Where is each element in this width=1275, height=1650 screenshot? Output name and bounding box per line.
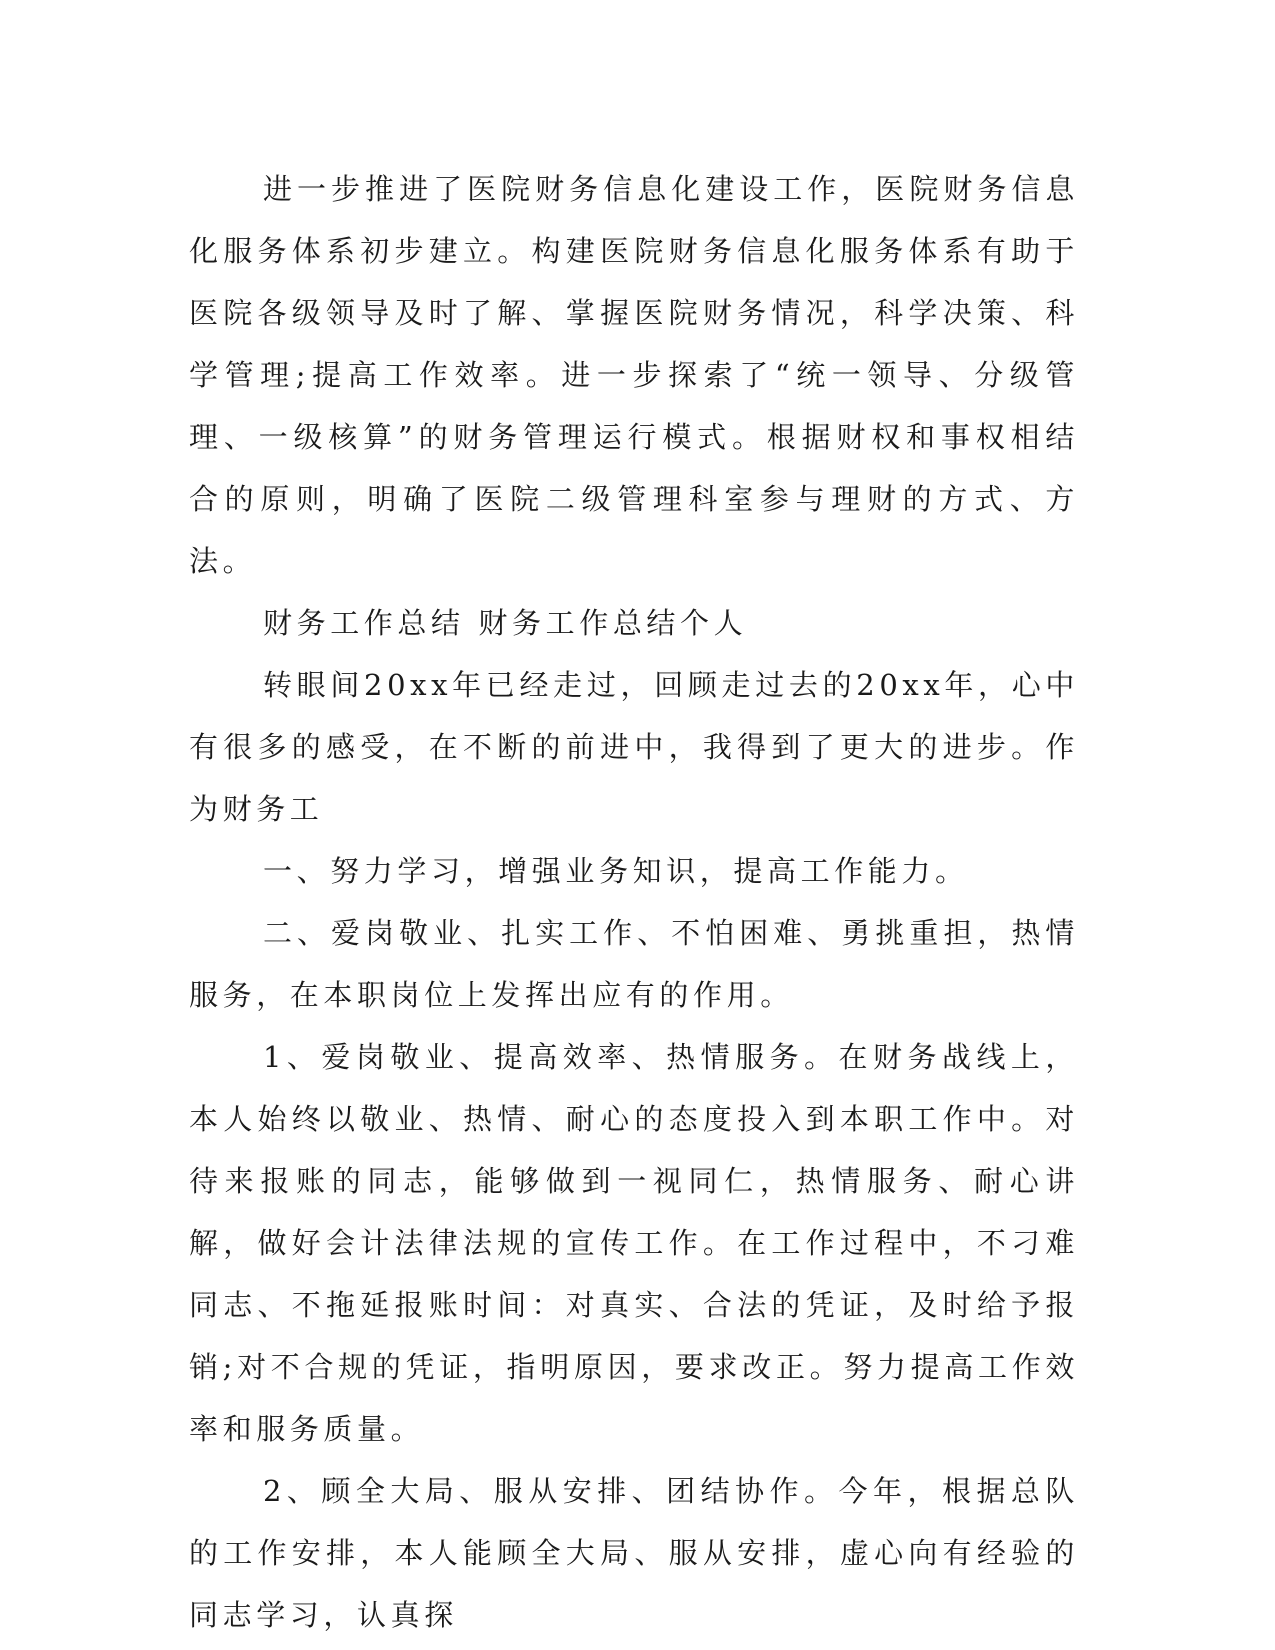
point-one-study: 一、努力学习，增强业务知识，提高工作能力。 [263,854,969,888]
document-body [189,158,1079,1646]
point-two-dedication: 二、爱岗敬业、扎实工作、不怕困难、勇挑重担，热情服务，在本职岗位上发挥出应有的作用。 [189,916,1079,1012]
subpoint-one-efficiency: 1、爱岗敬业、提高效率、热情服务。在财务战线上，本人始终以敬业、热情、耐心的态度投入到本职工作中。对待来报账的同志，能够做到一视同仁，热情服务、耐心讲解，做好会计法律法规的宣传工作。在工作过程中，不刁难同志、不拖延报账时间：对真实、合法的凭证，及时给予报销;对不合规的凭证，指明原因，要求改正。努力提高工作效率和服务质量。 [189,1040,1079,1446]
subpoint-two-teamwork: 2、顾全大局、服从安排、团结协作。今年，根据总队的工作安排，本人能顾全大局、服从安排，虚心向有经验的同志学习，认真探 [189,1474,1079,1632]
paragraph-hospital-finance-informatization: 进一步推进了医院财务信息化建设工作，医院财务信息化服务体系初步建立。构建医院财务信息化服务体系有助于医院各级领导及时了解、掌握医院财务情况，科学决策、科学管理;提高工作效率。进一步探索了“统一领导、分级管理、一级核算”的财务管理运行模式。根据财权和事权相结合的原则，明确了医院二级管理科室参与理财的方式、方法。 [189,172,1079,578]
section-heading-finance-summary: 财务工作总结 财务工作总结个人 [263,606,748,640]
paragraph-year-review-intro: 转眼间20xx年已经走过，回顾走过去的20xx年，心中有很多的感受，在不断的前进中，我得到了更大的进步。作为财务工 [189,668,1079,826]
